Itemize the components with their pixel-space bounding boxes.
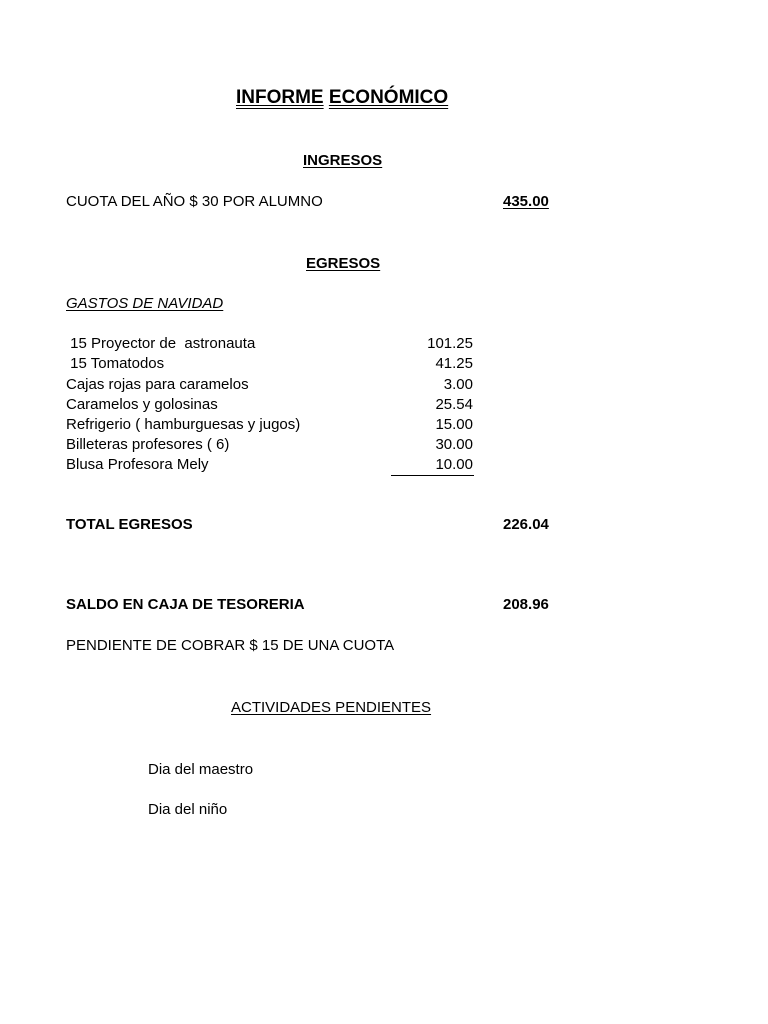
expense-item-label: Cajas rojas para caramelos — [66, 376, 249, 393]
title-word-1: INFORME — [236, 87, 324, 108]
expense-item-amount: 3.00 — [443, 376, 473, 393]
expense-item-amount: 10.00 — [435, 456, 473, 473]
expense-item-amount: 41.25 — [435, 355, 473, 372]
total-egresos-label: TOTAL EGRESOS — [66, 516, 193, 533]
page-title — [236, 87, 448, 109]
expense-item-amount: 25.54 — [435, 396, 473, 413]
expense-item-amount: 15.00 — [435, 416, 473, 433]
ingresos-amount: 435.00 — [503, 193, 549, 210]
title-word-2: ECONÓMICO — [328, 87, 449, 108]
expense-item-label: Billeteras profesores ( 6) — [66, 436, 230, 453]
expense-item-label: Refrigerio ( hamburguesas y jugos) — [66, 416, 301, 433]
ingresos-label: CUOTA DEL AÑO $ 30 POR ALUMNO — [66, 193, 323, 210]
expense-item-label: Caramelos y golosinas — [66, 396, 218, 413]
saldo-amount: 208.96 — [503, 596, 549, 613]
pendiente-cobrar: PENDIENTE DE COBRAR $ 15 DE UNA CUOTA — [66, 637, 395, 654]
actividad-item: Dia del maestro — [148, 761, 254, 778]
total-egresos-amount: 226.04 — [503, 516, 549, 533]
subtotal-rule — [391, 475, 474, 476]
gastos-navidad-heading: GASTOS DE NAVIDAD — [66, 295, 224, 312]
actividad-item: Dia del niño — [148, 801, 228, 818]
expense-item-label: Blusa Profesora Mely — [66, 456, 209, 473]
expense-item-amount: 30.00 — [435, 436, 473, 453]
egresos-heading: EGRESOS — [306, 255, 381, 272]
actividades-heading: ACTIVIDADES PENDIENTES — [231, 699, 432, 716]
expense-item-amount: 101.25 — [427, 335, 473, 352]
expense-item-label: 15 Proyector de astronauta — [66, 335, 256, 352]
expense-item-label: 15 Tomatodos — [66, 355, 165, 372]
ingresos-heading: INGRESOS — [303, 152, 383, 169]
saldo-label: SALDO EN CAJA DE TESORERIA — [66, 596, 305, 613]
